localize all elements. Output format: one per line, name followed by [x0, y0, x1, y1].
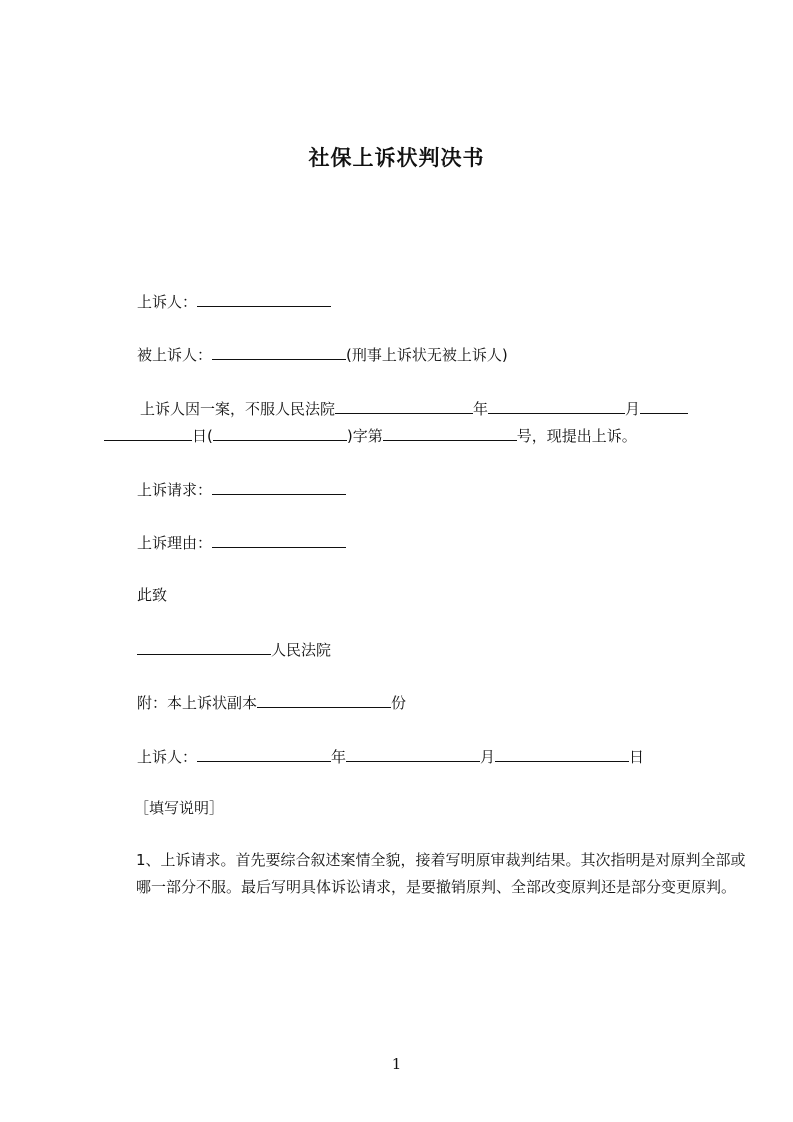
attachment-copies-blank[interactable] [257, 692, 391, 708]
case-zi-label: 字第 [352, 427, 383, 445]
case-month-label: 月 [625, 400, 641, 418]
appellee-note: (刑事上诉状无被上诉人) [346, 346, 508, 364]
case-suffix: 号，现提出上诉。 [516, 427, 637, 445]
signature-month-blank[interactable] [495, 746, 629, 762]
instructions-item-1: 1、上诉请求。首先要综合叙述案情全貌，接着写明原审裁判结果。其次指明是对原判全部或哪一部分不服。最后写明具体诉讼请求，是要撤销原判、全部改变原判还是部分变更原判。 [136, 851, 746, 896]
request-line [137, 479, 346, 500]
case-month-blank[interactable] [640, 398, 688, 414]
case-year-label: 年 [473, 400, 489, 418]
case-prefix: 上诉人因一案，不服人民法院 [140, 400, 336, 418]
instructions-heading: ［填写说明］ [134, 799, 225, 817]
case-court-blank[interactable] [335, 398, 473, 414]
court-blank[interactable] [137, 639, 271, 655]
case-number-blank[interactable] [383, 425, 517, 441]
signature-line [137, 746, 644, 767]
attachment-prefix: 附：本上诉状副本 [137, 694, 258, 712]
signature-name-blank[interactable] [197, 746, 331, 762]
appellant-line [137, 291, 331, 312]
attachment-suffix: 份 [391, 694, 407, 712]
signature-day-label: 日 [629, 748, 645, 766]
appellee-blank[interactable] [212, 344, 346, 360]
case-day-blank[interactable] [104, 425, 192, 441]
reason-label: 上诉理由： [137, 534, 213, 552]
request-blank[interactable] [212, 479, 346, 495]
attachment-line [137, 692, 406, 713]
signature-year-blank[interactable] [346, 746, 480, 762]
reason-blank[interactable] [212, 532, 346, 548]
appellee-label: 被上诉人： [137, 346, 213, 364]
signature-label: 上诉人： [137, 748, 198, 766]
case-year-blank[interactable] [488, 398, 625, 414]
appellant-blank[interactable] [197, 291, 331, 307]
salutation: 此致 [137, 586, 168, 604]
appellant-label: 上诉人： [137, 293, 198, 311]
case-day-label: 日( [192, 427, 213, 445]
signature-year-label: 年 [331, 748, 347, 766]
case-court-name-blank[interactable] [213, 425, 347, 441]
request-label: 上诉请求： [137, 481, 213, 499]
case-line-1 [140, 398, 688, 419]
court-line [137, 639, 331, 660]
case-line-2 [104, 425, 637, 446]
appellee-line [137, 344, 508, 365]
document-title: 社保上诉状判决书 [308, 146, 485, 170]
signature-month-label: 月 [480, 748, 496, 766]
page-number: 1 [391, 1055, 402, 1073]
court-suffix: 人民法院 [271, 641, 332, 659]
reason-line [137, 532, 346, 553]
case-close: ) [346, 427, 353, 445]
